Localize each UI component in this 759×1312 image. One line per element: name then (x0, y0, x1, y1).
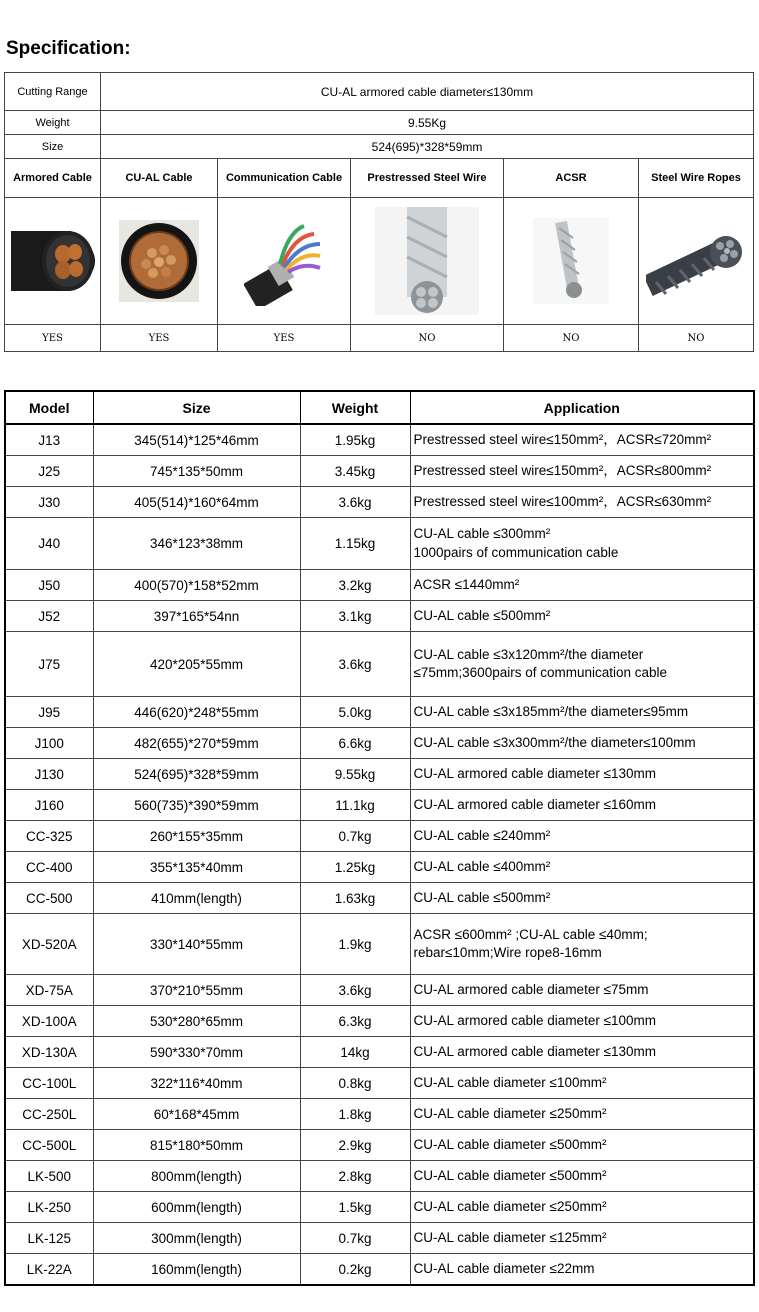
model-cell: J40 (5, 518, 93, 570)
spec-label: Weight (5, 111, 101, 135)
weight-cell: 1.63kg (300, 883, 410, 914)
size-cell: 370*210*55mm (93, 975, 300, 1006)
application-line: CU-AL cable ≤500mm² (413, 607, 551, 623)
application-cell (410, 601, 754, 632)
application-line: CU-AL armored cable diameter ≤75mm (413, 981, 649, 997)
size-cell: 345(514)*125*46mm (93, 424, 300, 456)
application-line: CU-AL cable diameter ≤250mm² (413, 1198, 607, 1214)
table-row (5, 728, 754, 759)
size-cell: 300mm(length) (93, 1223, 300, 1254)
model-cell: J95 (5, 697, 93, 728)
weight-cell: 1.8kg (300, 1099, 410, 1130)
model-cell: LK-250 (5, 1192, 93, 1223)
table-row (5, 883, 754, 914)
size-cell: 60*168*45mm (93, 1099, 300, 1130)
model-cell: LK-125 (5, 1223, 93, 1254)
header-application: Application (410, 391, 754, 424)
application-cell (410, 790, 754, 821)
table-row (5, 975, 754, 1006)
application-cell (410, 424, 754, 456)
spec-value: CU-AL armored cable diameter≤130mm (101, 73, 754, 111)
application-cell (410, 728, 754, 759)
weight-cell: 0.7kg (300, 1223, 410, 1254)
application-line: CU-AL cable diameter ≤500mm² (413, 1167, 607, 1183)
size-cell: 524(695)*328*59mm (93, 759, 300, 790)
size-cell: 590*330*70mm (93, 1037, 300, 1068)
size-cell: 420*205*55mm (93, 632, 300, 697)
cu-al-cable-image (119, 220, 199, 302)
size-cell: 530*280*65mm (93, 1006, 300, 1037)
model-cell: J160 (5, 790, 93, 821)
table-row (5, 1254, 754, 1286)
table-row (5, 1223, 754, 1254)
table-row (5, 601, 754, 632)
model-cell: LK-22A (5, 1254, 93, 1286)
acsr-image (533, 218, 609, 304)
table-row (5, 1130, 754, 1161)
application-line: CU-AL cable ≤400mm² (413, 858, 551, 874)
table-row (5, 632, 754, 697)
size-cell: 322*116*40mm (93, 1068, 300, 1099)
application-line: CU-AL cable ≤3x120mm²/the diameter (413, 646, 644, 662)
model-cell: CC-400 (5, 852, 93, 883)
weight-cell: 6.3kg (300, 1006, 410, 1037)
communication-cable-image (244, 216, 324, 306)
table-row (5, 487, 754, 518)
size-cell: 346*123*38mm (93, 518, 300, 570)
application-line: CU-AL cable diameter ≤125mm² (413, 1229, 607, 1245)
application-cell (410, 852, 754, 883)
table-row (5, 852, 754, 883)
application-line: CU-AL cable ≤3x300mm²/the diameter≤100mm (413, 734, 696, 750)
weight-cell: 0.7kg (300, 821, 410, 852)
application-cell (410, 570, 754, 601)
size-cell: 560(735)*390*59mm (93, 790, 300, 821)
size-cell: 410mm(length) (93, 883, 300, 914)
weight-cell: 3.2kg (300, 570, 410, 601)
application-line: CU-AL cable ≤3x185mm²/the diameter≤95mm (413, 703, 689, 719)
application-line: CU-AL cable diameter ≤22mm (413, 1260, 595, 1276)
application-cell (410, 1099, 754, 1130)
model-cell: XD-130A (5, 1037, 93, 1068)
support-value: NO (639, 325, 754, 352)
weight-cell: 3.1kg (300, 601, 410, 632)
table-row (5, 759, 754, 790)
category-header: Armored Cable (5, 159, 101, 198)
application-line: ≤75mm;3600pairs of communication cable (413, 665, 668, 680)
weight-cell: 14kg (300, 1037, 410, 1068)
model-cell: XD-75A (5, 975, 93, 1006)
application-cell (410, 632, 754, 697)
category-header: Steel Wire Ropes (639, 159, 754, 198)
models-body (5, 424, 754, 1285)
application-line: Prestressed steel wire≤150mm²，ACSR≤720mm² (413, 431, 712, 447)
application-cell (410, 975, 754, 1006)
table-row (5, 518, 754, 570)
application-line: 1000pairs of communication cable (413, 544, 619, 560)
table-row (5, 697, 754, 728)
application-line: CU-AL armored cable diameter ≤100mm (413, 1012, 656, 1028)
model-cell: LK-500 (5, 1161, 93, 1192)
weight-cell: 1.25kg (300, 852, 410, 883)
application-line: ACSR ≤600mm² ;CU-AL cable ≤40mm; (413, 926, 648, 942)
size-cell: 330*140*55mm (93, 914, 300, 975)
size-cell: 815*180*50mm (93, 1130, 300, 1161)
model-cell: J52 (5, 601, 93, 632)
application-line: Prestressed steel wire≤150mm²，ACSR≤800mm² (413, 462, 712, 478)
model-cell: CC-250L (5, 1099, 93, 1130)
model-cell: CC-500L (5, 1130, 93, 1161)
table-row (5, 821, 754, 852)
category-header: ACSR (504, 159, 639, 198)
image-row (5, 198, 754, 325)
application-cell (410, 487, 754, 518)
application-cell (410, 1161, 754, 1192)
model-cell: J100 (5, 728, 93, 759)
category-header: Prestressed Steel Wire (351, 159, 504, 198)
steel-wire-ropes-image-cell (639, 198, 754, 325)
size-cell: 600mm(length) (93, 1192, 300, 1223)
spec-row (5, 111, 754, 135)
header-weight: Weight (300, 391, 410, 424)
model-cell: J50 (5, 570, 93, 601)
weight-cell: 0.8kg (300, 1068, 410, 1099)
weight-cell: 2.8kg (300, 1161, 410, 1192)
table-row (5, 456, 754, 487)
category-header: CU-AL Cable (101, 159, 218, 198)
application-line: CU-AL cable diameter ≤100mm² (413, 1074, 607, 1090)
spec-label: Size (5, 135, 101, 159)
application-cell (410, 759, 754, 790)
cu-al-cable-image-cell (101, 198, 218, 325)
weight-cell: 9.55kg (300, 759, 410, 790)
application-line: rebar≤10mm;Wire rope8-16mm (413, 945, 602, 960)
weight-cell: 2.9kg (300, 1130, 410, 1161)
application-line: Prestressed steel wire≤100mm²，ACSR≤630mm² (413, 493, 712, 509)
prestressed-steel-wire-image-cell (351, 198, 504, 325)
weight-cell: 3.6kg (300, 632, 410, 697)
support-value: NO (351, 325, 504, 352)
table-row (5, 424, 754, 456)
model-cell: XD-520A (5, 914, 93, 975)
size-cell: 397*165*54nn (93, 601, 300, 632)
model-cell: XD-100A (5, 1006, 93, 1037)
application-cell (410, 1192, 754, 1223)
model-cell: CC-100L (5, 1068, 93, 1099)
support-value: NO (504, 325, 639, 352)
header-model: Model (5, 391, 93, 424)
table-row (5, 914, 754, 975)
application-line: CU-AL armored cable diameter ≤130mm (413, 765, 656, 781)
application-line: CU-AL cable diameter ≤500mm² (413, 1136, 607, 1152)
spec-row (5, 135, 754, 159)
spec-value: 524(695)*328*59mm (101, 135, 754, 159)
support-value: YES (5, 325, 101, 352)
support-value: YES (218, 325, 351, 352)
weight-cell: 5.0kg (300, 697, 410, 728)
size-cell: 446(620)*248*55mm (93, 697, 300, 728)
application-cell (410, 1037, 754, 1068)
prestressed-steel-wire-image (375, 207, 479, 315)
model-cell: J13 (5, 424, 93, 456)
size-cell: 260*155*35mm (93, 821, 300, 852)
size-cell: 160mm(length) (93, 1254, 300, 1286)
weight-cell: 1.9kg (300, 914, 410, 975)
application-cell (410, 1254, 754, 1286)
application-cell (410, 697, 754, 728)
table-row (5, 1161, 754, 1192)
spec-label: Cutting Range (5, 73, 101, 111)
application-cell (410, 1130, 754, 1161)
size-cell: 482(655)*270*59mm (93, 728, 300, 759)
application-cell (410, 821, 754, 852)
application-cell (410, 1223, 754, 1254)
weight-cell: 1.95kg (300, 424, 410, 456)
application-line: ACSR ≤1440mm² (413, 576, 520, 592)
size-cell: 355*135*40mm (93, 852, 300, 883)
size-cell: 800mm(length) (93, 1161, 300, 1192)
application-line: CU-AL cable ≤300mm² (413, 526, 551, 542)
application-line: CU-AL cable ≤240mm² (413, 827, 551, 843)
weight-cell: 1.15kg (300, 518, 410, 570)
support-row (5, 325, 754, 352)
application-line: CU-AL armored cable diameter ≤160mm (413, 796, 656, 812)
size-cell: 745*135*50mm (93, 456, 300, 487)
weight-cell: 1.5kg (300, 1192, 410, 1223)
model-cell: J25 (5, 456, 93, 487)
table-row (5, 1037, 754, 1068)
category-header: Communication Cable (218, 159, 351, 198)
page-title: Specification: (6, 38, 131, 59)
table-row (5, 1006, 754, 1037)
communication-cable-image-cell (218, 198, 351, 325)
model-cell: CC-325 (5, 821, 93, 852)
steel-wire-ropes-image (646, 224, 746, 298)
table-row (5, 1099, 754, 1130)
weight-cell: 6.6kg (300, 728, 410, 759)
application-line: CU-AL armored cable diameter ≤130mm (413, 1043, 656, 1059)
table-row (5, 1192, 754, 1223)
size-cell: 405(514)*160*64mm (93, 487, 300, 518)
weight-cell: 0.2kg (300, 1254, 410, 1286)
header-size: Size (93, 391, 300, 424)
weight-cell: 3.6kg (300, 975, 410, 1006)
armored-cable-image (8, 216, 98, 306)
application-cell (410, 1006, 754, 1037)
application-line: CU-AL cable diameter ≤250mm² (413, 1105, 607, 1121)
support-value: YES (101, 325, 218, 352)
model-cell: J130 (5, 759, 93, 790)
armored-cable-image-cell (5, 198, 101, 325)
table-row (5, 790, 754, 821)
application-cell (410, 914, 754, 975)
model-cell: J75 (5, 632, 93, 697)
weight-cell: 3.6kg (300, 487, 410, 518)
models-header-row (5, 391, 754, 424)
size-cell: 400(570)*158*52mm (93, 570, 300, 601)
acsr-image-cell (504, 198, 639, 325)
application-cell (410, 883, 754, 914)
application-line: CU-AL cable ≤500mm² (413, 889, 551, 905)
models-table (4, 390, 755, 1286)
weight-cell: 11.1kg (300, 790, 410, 821)
category-row (5, 159, 754, 198)
spec-table (4, 72, 754, 352)
model-cell: CC-500 (5, 883, 93, 914)
application-cell (410, 456, 754, 487)
spec-row (5, 73, 754, 111)
application-cell (410, 518, 754, 570)
table-row (5, 570, 754, 601)
table-row (5, 1068, 754, 1099)
application-cell (410, 1068, 754, 1099)
weight-cell: 3.45kg (300, 456, 410, 487)
model-cell: J30 (5, 487, 93, 518)
spec-value: 9.55Kg (101, 111, 754, 135)
